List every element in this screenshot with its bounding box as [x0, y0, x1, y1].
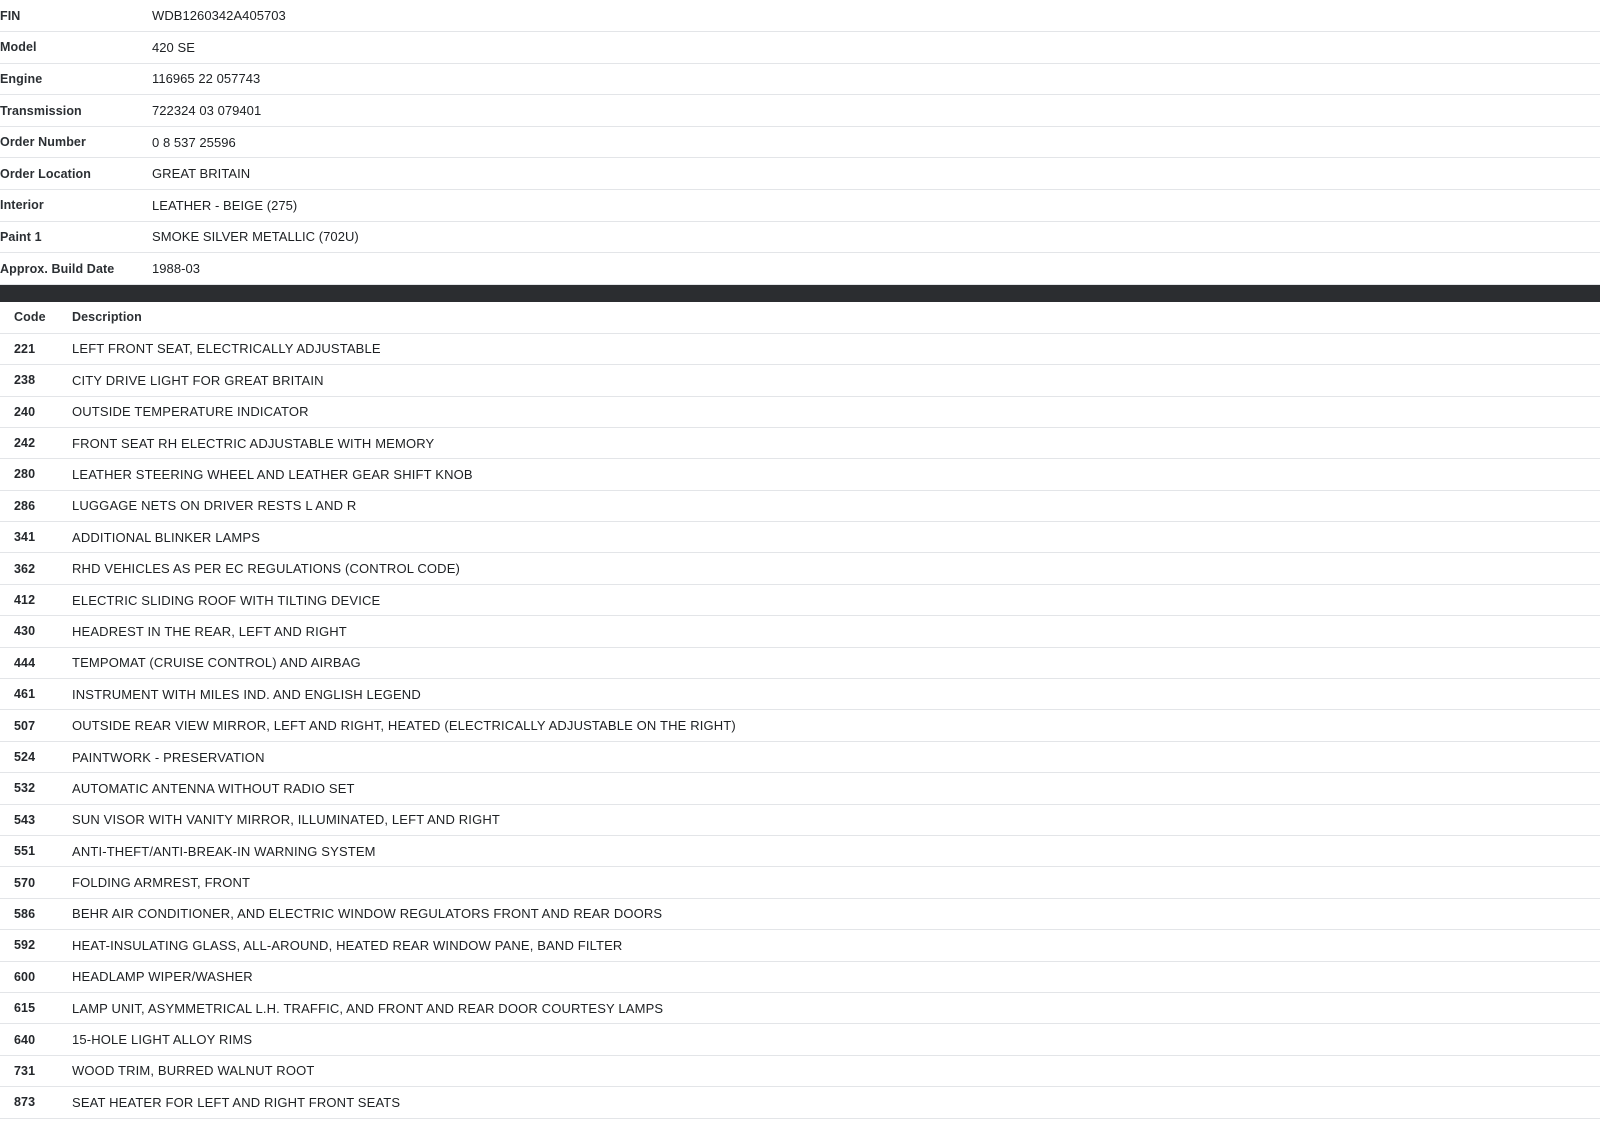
table-row: [0, 584, 1600, 615]
section-divider-band: [0, 285, 1600, 302]
option-code: 286: [14, 498, 36, 513]
table-row: [0, 961, 1600, 992]
spec-row-value-cell: [139, 0, 1600, 32]
option-code: 412: [14, 593, 36, 608]
option-description: RHD VEHICLES AS PER EC REGULATIONS (CONTROL CODE): [72, 561, 461, 577]
spec-row: [0, 158, 1600, 190]
option-code: 873: [14, 1095, 36, 1110]
spec-row-value-cell: [139, 253, 1600, 285]
option-code: 240: [14, 404, 36, 419]
spec-row: [0, 190, 1600, 222]
table-row: [0, 773, 1600, 804]
table-row: [0, 396, 1600, 427]
option-description: ELECTRIC SLIDING ROOF WITH TILTING DEVICE: [72, 592, 381, 608]
table-row: [0, 459, 1600, 490]
spec-row: [0, 126, 1600, 158]
table-row: [0, 616, 1600, 647]
spec-row-value-cell: [139, 221, 1600, 253]
option-description: HEAT-INSULATING GLASS, ALL-AROUND, HEATED REAR WINDOW PANE, BAND FILTER: [72, 937, 623, 953]
column-header-code: Code: [14, 310, 46, 325]
option-description: ANTI-THEFT/ANTI-BREAK-IN WARNING SYSTEM: [72, 843, 376, 859]
spec-row-label: Order Location: [0, 166, 91, 181]
option-description: SUN VISOR WITH VANITY MIRROR, ILLUMINATED, LEFT AND RIGHT: [72, 812, 500, 828]
option-code: 430: [14, 624, 36, 639]
spec-row-value-cell: [139, 126, 1600, 158]
spec-row-label: Paint 1: [0, 229, 42, 244]
vehicle-spec-table-body: [0, 0, 1600, 284]
option-code: 592: [14, 938, 36, 953]
option-description: SEAT HEATER FOR LEFT AND RIGHT FRONT SEATS: [72, 1094, 401, 1110]
option-description: HEADLAMP WIPER/WASHER: [72, 969, 253, 985]
spec-row-label: Interior: [0, 198, 44, 213]
option-description: FRONT SEAT RH ELECTRIC ADJUSTABLE WITH MEMORY: [72, 435, 435, 451]
option-code: 362: [14, 561, 36, 576]
option-code: 238: [14, 373, 36, 388]
option-description: 15-HOLE LIGHT ALLOY RIMS: [72, 1032, 253, 1048]
option-description: FOLDING ARMREST, FRONT: [72, 875, 251, 891]
spec-row: [0, 0, 1600, 32]
option-code: 551: [14, 844, 36, 859]
spec-row: [0, 221, 1600, 253]
option-description: TEMPOMAT (CRUISE CONTROL) AND AIRBAG: [72, 655, 361, 671]
table-row: [0, 553, 1600, 584]
option-description: CITY DRIVE LIGHT FOR GREAT BRITAIN: [72, 372, 324, 388]
option-code: 532: [14, 781, 36, 796]
table-row: [0, 898, 1600, 929]
spec-row-value-cell: [139, 158, 1600, 190]
option-description: BEHR AIR CONDITIONER, AND ELECTRIC WINDOW REGULATORS FRONT AND REAR DOORS: [72, 906, 663, 922]
spec-row-value: GREAT BRITAIN: [152, 166, 251, 182]
option-code: 600: [14, 969, 36, 984]
table-row: [0, 710, 1600, 741]
option-description: LAMP UNIT, ASYMMETRICAL L.H. TRAFFIC, AND FRONT AND REAR DOOR COURTESY LAMPS: [72, 1000, 664, 1016]
spec-row-value-cell: [139, 95, 1600, 127]
spec-row-value-cell: [139, 63, 1600, 95]
table-row: [0, 1087, 1600, 1118]
table-row: [0, 647, 1600, 678]
option-code: 507: [14, 718, 36, 733]
option-code: 543: [14, 812, 36, 827]
spec-row-value-cell: [139, 32, 1600, 64]
spec-row-value: SMOKE SILVER METALLIC (702U): [152, 229, 359, 245]
spec-row: [0, 95, 1600, 127]
table-row: [0, 679, 1600, 710]
table-row: [0, 333, 1600, 364]
spec-row-value-cell: [139, 190, 1600, 222]
option-code: 221: [14, 341, 36, 356]
option-codes-table-head: [0, 302, 1600, 333]
spec-row-label: Transmission: [0, 103, 82, 118]
spec-row-value: 420 SE: [152, 39, 195, 55]
option-description: LEATHER STEERING WHEEL AND LEATHER GEAR SHIFT KNOB: [72, 466, 473, 482]
spec-row-value: LEATHER - BEIGE (275): [152, 197, 298, 213]
table-row: [0, 365, 1600, 396]
spec-row-label: Order Number: [0, 135, 86, 150]
option-description: LEFT FRONT SEAT, ELECTRICALLY ADJUSTABLE: [72, 341, 381, 357]
vehicle-spec-table: [0, 0, 1600, 285]
option-code: 280: [14, 467, 36, 482]
option-code: 242: [14, 436, 36, 451]
option-code: 731: [14, 1063, 36, 1078]
option-code: 570: [14, 875, 36, 890]
table-row: [0, 804, 1600, 835]
option-code: 341: [14, 530, 36, 545]
option-description: WOOD TRIM, BURRED WALNUT ROOT: [72, 1063, 315, 1079]
table-row: [0, 1055, 1600, 1086]
spec-row-value: 1988-03: [152, 261, 201, 277]
spec-row-value: 722324 03 079401: [152, 103, 262, 119]
spec-row-value: WDB1260342A405703: [152, 8, 286, 24]
table-row: [0, 741, 1600, 772]
table-header-row: [0, 302, 1600, 333]
table-row: [0, 867, 1600, 898]
spec-row-value: 0 8 537 25596: [152, 134, 236, 150]
spec-row: [0, 63, 1600, 95]
option-code: 524: [14, 750, 36, 764]
spec-row: [0, 32, 1600, 64]
option-description: ADDITIONAL BLINKER LAMPS: [72, 529, 261, 545]
option-code: 615: [14, 1001, 36, 1016]
option-description: OUTSIDE TEMPERATURE INDICATOR: [72, 404, 309, 420]
spec-row-label: Model: [0, 40, 37, 55]
option-description: LUGGAGE NETS ON DRIVER RESTS L AND R: [72, 498, 357, 514]
table-row: [0, 427, 1600, 458]
option-code: 461: [14, 687, 36, 702]
option-description: OUTSIDE REAR VIEW MIRROR, LEFT AND RIGHT, HEATED (ELECTRICALLY ADJUSTABLE ON THE RIGHT): [72, 718, 736, 734]
spec-row-label: Approx. Build Date: [0, 261, 115, 276]
table-row: [0, 490, 1600, 521]
table-row: [0, 1024, 1600, 1055]
table-row: [0, 835, 1600, 866]
option-code: 586: [14, 906, 36, 921]
spec-row: [0, 253, 1600, 285]
table-row: [0, 522, 1600, 553]
option-description: INSTRUMENT WITH MILES IND. AND ENGLISH LEGEND: [72, 686, 421, 702]
spec-row-value: 116965 22 057743: [152, 71, 261, 87]
option-code: 640: [14, 1032, 36, 1047]
spec-row-label: FIN: [0, 8, 21, 23]
option-description: HEADREST IN THE REAR, LEFT AND RIGHT: [72, 623, 347, 639]
table-row: [0, 992, 1600, 1023]
option-codes-table-body: [0, 333, 1600, 1118]
option-description: PAINTWORK - PRESERVATION: [72, 749, 265, 765]
column-header-description: Description: [72, 310, 142, 325]
option-code: 444: [14, 655, 36, 670]
option-description: AUTOMATIC ANTENNA WITHOUT RADIO SET: [72, 780, 355, 796]
spec-row-label: Engine: [0, 71, 43, 86]
table-row: [0, 930, 1600, 961]
option-codes-table: [0, 302, 1600, 1119]
